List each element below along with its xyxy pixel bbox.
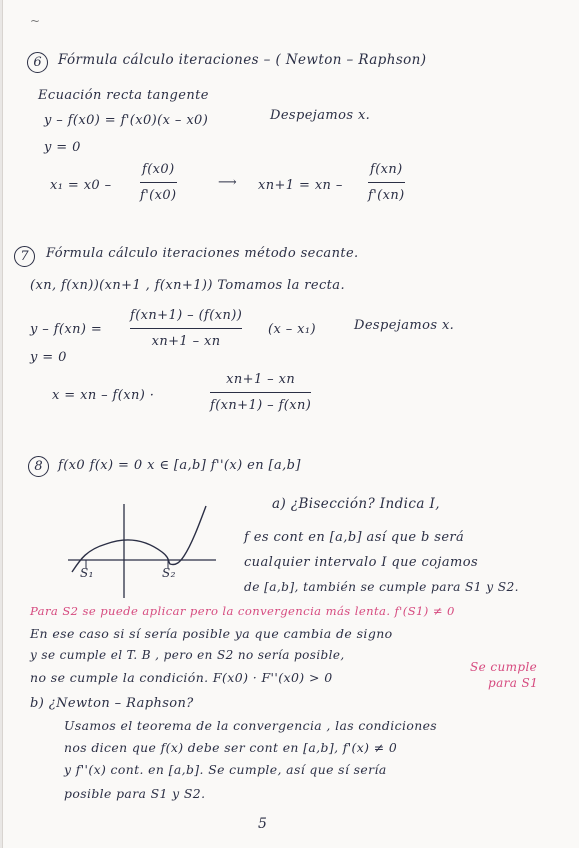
bisection-line-4: En ese caso si sí sería posible ya que cambia de signo	[30, 626, 393, 641]
red-note-cumple: Se cumple	[470, 660, 538, 674]
function-graph	[66, 502, 226, 602]
bisection-question: a) ¿Bisección? Indica I,	[272, 496, 440, 512]
section-6-newton-left: xn+1 = xn –	[258, 178, 343, 193]
section-7-x-denominator: f(xn+1) – f(xn)	[210, 398, 312, 413]
bisection-line-3: de [a,b], también se cumple para S1 y S2.	[244, 580, 519, 594]
fraction-bar	[368, 182, 405, 183]
section-7-title: Fórmula cálculo iteraciones método secante.	[46, 246, 359, 261]
section-6-newton-denominator: f'(xn)	[368, 188, 405, 203]
section-7-secant-right: (x – x₁)	[268, 322, 316, 337]
section-7-slope-fraction	[130, 308, 242, 349]
section-7-number: 7	[14, 246, 35, 267]
section-6-solve-note: Despejamos x.	[270, 108, 371, 123]
page-number: 5	[258, 816, 268, 832]
section-7-points-line: (xn, f(xn))(xn+1 , f(xn+1)) Tomamos la recta.	[30, 278, 345, 293]
section-7-x-fraction	[210, 372, 311, 413]
section-6-x1-denominator: f'(x0)	[140, 188, 177, 203]
section-6-x1-fraction	[140, 162, 177, 203]
red-note-para-s1: para S1	[488, 676, 539, 690]
newton-line-1: Usamos el teorema de la convergencia , las condiciones	[64, 718, 438, 733]
section-7-slope-numerator: f(xn+1) – (f(xn))	[130, 308, 243, 323]
newton-line-2: nos dicen que f(x) debe ser cont en [a,b], f'(x) ≠ 0	[64, 740, 398, 755]
section-6-x1-left: x₁ = x0 –	[50, 178, 112, 193]
fraction-bar	[140, 182, 177, 183]
red-note-s2: Para S2 se puede aplicar pero la convergencia más lenta. f'(S1) ≠ 0	[30, 604, 455, 618]
section-7-y-zero: y = 0	[30, 350, 67, 365]
section-8-header: f(x0 f(x) = 0 x ∈ [a,b] f''(x) en [a,b]	[58, 458, 301, 473]
section-7-solve-note: Despejamos x.	[354, 318, 455, 333]
section-6-newton-numerator: f(xn)	[369, 162, 403, 177]
bisection-line-5: y se cumple el T. B , pero en S2 no sería posible,	[30, 648, 345, 662]
section-6-number: 6	[27, 52, 48, 73]
graph-label-s1: S₁	[80, 566, 94, 580]
newton-question: b) ¿Newton – Raphson?	[30, 696, 194, 711]
section-6-title: Fórmula cálculo iteraciones – ( Newton – Raphson)	[58, 52, 427, 68]
function-curve	[72, 506, 206, 572]
section-7-secant-left: y – f(xn) =	[30, 322, 103, 337]
section-8-number: 8	[28, 456, 49, 477]
section-6-newton-fraction	[368, 162, 405, 203]
newton-line-3: y f''(x) cont. en [a,b]. Se cumple, así que sí sería	[64, 762, 387, 777]
section-6-y-zero: y = 0	[44, 140, 81, 155]
section-7-slope-denominator: xn+1 – xn	[151, 334, 221, 349]
section-6-x1-numerator: f(x0)	[141, 162, 175, 177]
top-mark: ~	[30, 14, 41, 28]
fraction-bar	[210, 392, 311, 393]
graph-label-s2: S₂	[162, 566, 176, 580]
implies-arrow: ⟶	[218, 175, 238, 190]
fraction-bar	[130, 328, 242, 329]
bisection-line-1: f es cont en [a,b] así que b será	[244, 530, 465, 545]
section-6-tangent-label: Ecuación recta tangente	[38, 88, 209, 103]
section-7-x-numerator: xn+1 – xn	[226, 372, 296, 387]
section-6-tangent-equation: y – f(x0) = f'(x0)(x – x0)	[44, 113, 209, 128]
bisection-line-6: no se cumple la condición. F(x0) · F''(x0) > 0	[30, 670, 333, 685]
section-7-x-left: x = xn – f(xn) ·	[52, 388, 155, 403]
bisection-line-2: cualquier intervalo I que cojamos	[244, 555, 479, 570]
newton-line-4: posible para S1 y S2.	[64, 786, 206, 801]
